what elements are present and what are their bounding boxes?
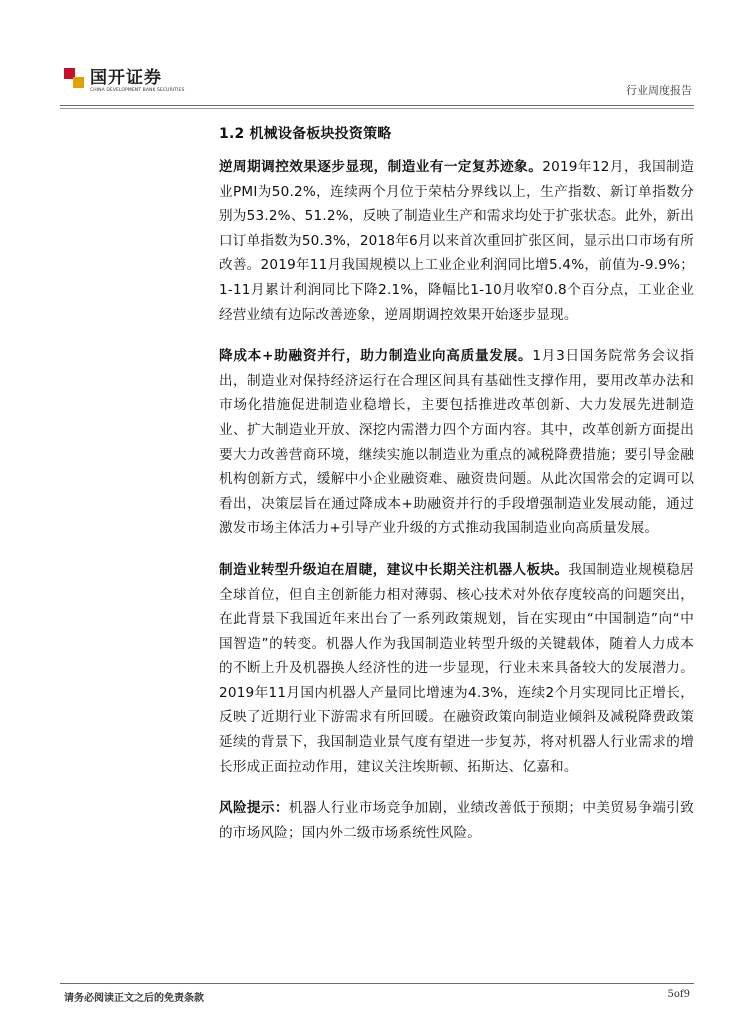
paragraph-lead: 降成本+助融资并行，助力制造业向高质量发展。 — [219, 348, 533, 365]
header-divider — [60, 105, 694, 106]
main-content — [219, 120, 694, 845]
logo-name: 国开证券 — [90, 68, 162, 88]
paragraph-lead: 逆周期调控效果逐步显现，制造业有一定复苏迹象。 — [219, 159, 543, 175]
paragraph-body: 2019年12月，我国制造业PMI为50.2%，连续两个月位于荣枯分界线以上，生产指数、新订单指数分别为53.2%、51.2%，反映了制造业生产和需求均处于扩张状态。此外，新出口订单指数为50.3%，2018年6月以来首次重回扩张区间，显示出口市场有所改善。2019年11月我国规模以上工业企业利润同比增5.4%，前值为-9.9%；1-11月累计利润同比下降2.1%，降幅比1-10月收窄0.8个百分点，工业企业经营业绩有边际改善迹象，逆周期调控效果开始逐步显现。 — [219, 159, 694, 323]
page-header — [0, 0, 754, 112]
paragraph-body: 机器人行业市场竞争加剧，业绩改善低于预期；中美贸易争端引致的市场风险；国内外二级市场系统性风险。 — [219, 800, 694, 841]
report-type: 行业周度报告 — [626, 84, 692, 97]
page-number: 5of9 — [667, 989, 690, 1000]
paragraph-recovery — [219, 155, 694, 327]
company-logo — [64, 68, 184, 94]
paragraph-lead: 制造业转型升级迫在眉睫，建议中长期关注机器人板块。 — [219, 561, 569, 578]
footer-divider — [60, 983, 694, 984]
footer-disclaimer: 请务必阅读正文之后的免责条款 — [64, 993, 204, 1004]
logo-subtitle: CHINA DEVELOPMENT BANK SECURITIES — [90, 88, 185, 93]
paragraph-robotics — [219, 558, 694, 779]
logo-mark-icon — [64, 68, 84, 88]
paragraph-body: 1月3日国务院常务会议指出，制造业对保持经济运行在合理区间具有基础性支撑作用，要用改革办法和市场化措施促进制造业稳增长，主要包括推进改革创新、大力发展先进制造业、扩大制造业开放、深挖内需潜力四个方面内容。其中，改革创新方面提出要大力改善营商环境，继续实施以制造业为重点的减税降费措施；要引导金融机构创新方式，缓解中小企业融资难、融资贵问题。从此次国常会的定调可以看出，决策层旨在通过降成本+助融资并行的手段增强制造业发展动能，通过激发市场主体活力+引导产业升级的方式推动我国制造业向高质量发展。 — [219, 348, 694, 537]
paragraph-lead: 风险提示： — [219, 800, 289, 817]
paragraph-body: 我国制造业规模稳居全球首位，但自主创新能力相对薄弱、核心技术对外依存度较高的问题突出，在此背景下我国近年来出台了一系列政策规划，旨在实现由“中国制造”向“中国智造”的转变。机器人作为我国制造业转型升级的关键载体，随着人力成本的不断上升及机器换人经济性的进一步显现，行业未来具备较大的发展潜力。2019年11月国内机器人产量同比增速为4.3%，连续2个月实现同比正增长，反映了近期行业下游需求有所回暖。在融资政策向制造业倾斜及减税降费政策延续的背景下，我国制造业景气度有望进一步复苏，将对机器人行业需求的增长形成正面拉动作用，建议关注埃斯顿、拓斯达、亿嘉和。 — [219, 561, 694, 775]
section-title: 1.2 机械设备板块投资策略 — [219, 126, 392, 142]
paragraph-risk — [219, 796, 694, 845]
header-divider-thin — [60, 108, 694, 109]
paragraph-cost-financing — [219, 344, 694, 541]
